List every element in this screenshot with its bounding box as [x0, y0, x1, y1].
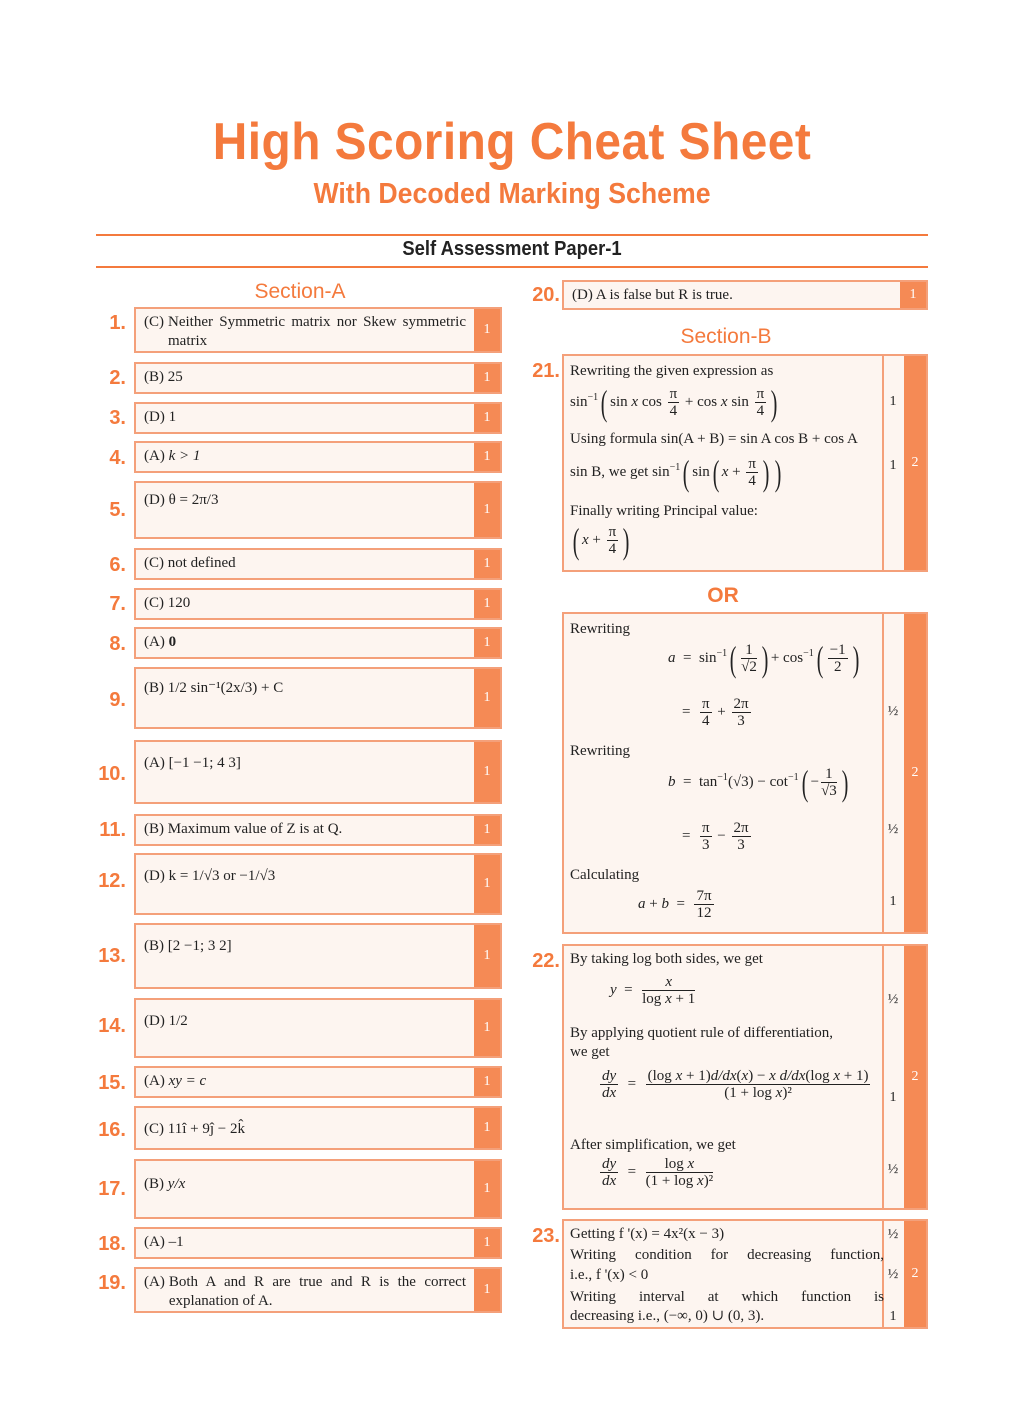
- step-text: After simplification, we get: [570, 1137, 736, 1153]
- step-text: By taking log both sides, we get: [570, 951, 763, 967]
- step-mark: 1: [889, 458, 897, 473]
- answer-text: 1: [168, 409, 177, 425]
- marks-total: 2: [904, 1221, 926, 1327]
- answer-box-9: [134, 667, 502, 729]
- answer-option: (B): [144, 821, 164, 837]
- marks-total: 2: [904, 614, 926, 932]
- question-number: 14.: [98, 1015, 126, 1037]
- answer-box-11: [134, 814, 502, 846]
- marks-badge: 1: [474, 550, 500, 578]
- answer-option: (C): [144, 314, 164, 330]
- solution-box-21: [562, 354, 928, 572]
- step-mark: ½: [887, 1227, 899, 1242]
- step-mark: ½: [887, 1162, 899, 1177]
- divider-top: [96, 234, 928, 236]
- answer-box-18: [134, 1227, 502, 1259]
- marks-badge: 1: [474, 309, 500, 351]
- answer-box-7: [134, 588, 502, 620]
- answer-text: Neither Symmetric matrix nor Skew symmetric matrix: [168, 314, 466, 349]
- step-text: Writing condition for decreasing function,: [570, 1247, 884, 1263]
- marks-badge: 1: [474, 483, 500, 537]
- question-number: 18.: [98, 1233, 126, 1255]
- answer-box-2: [134, 362, 502, 394]
- step-text: we get: [570, 1044, 610, 1060]
- question-number: 13.: [98, 945, 126, 967]
- answer-box-6: [134, 548, 502, 580]
- question-number: 4.: [109, 447, 126, 469]
- solution-box-23: [562, 1219, 928, 1329]
- page-subtitle: With Decoded Marking Scheme: [313, 178, 711, 210]
- question-number: 11.: [99, 819, 126, 841]
- step-mark: 1: [889, 394, 897, 409]
- answer-text: 25: [167, 369, 183, 385]
- step-text: By applying quotient rule of differentiation,: [570, 1025, 833, 1041]
- step-text: Using formula sin(A + B) = sin A cos B + cos A: [570, 431, 858, 447]
- marks-total: 2: [904, 946, 926, 1208]
- answer-text: –1: [168, 1234, 184, 1250]
- solution-box-21-or: [562, 612, 928, 934]
- answer-option: (A): [144, 1234, 165, 1250]
- answer-text: Both A and R are true and R is the correct explanation of A.: [168, 1274, 466, 1309]
- math-expression: = $\frac{\pi}{4}$ + $\frac{2\pi}{3}$: [682, 696, 749, 729]
- answer-option: (C): [144, 555, 164, 571]
- question-number: 21.: [532, 360, 560, 382]
- answer-box-13: [134, 923, 502, 989]
- step-text: Rewriting: [570, 743, 630, 759]
- answer-option: (B): [144, 680, 164, 696]
- question-number: 6.: [109, 554, 126, 576]
- answer-box-12: [134, 853, 502, 915]
- math-expression: ( x + $\frac{\pi}{4}$ ): [572, 520, 630, 561]
- marks-badge: 1: [474, 590, 500, 618]
- answer-box-10: [134, 740, 502, 804]
- marks-badge: 1: [474, 443, 500, 471]
- answer-option: (A): [144, 448, 165, 464]
- question-number: 10.: [98, 763, 126, 785]
- question-number: 9.: [109, 689, 126, 711]
- math-expression: $\frac{dy}{dx}$ = $\frac{\text{log x}}{\text{(1 + log x)²}}$: [602, 1156, 714, 1189]
- answer-text: not defined: [167, 555, 236, 571]
- question-number: 2.: [109, 367, 126, 389]
- question-number: 15.: [98, 1072, 126, 1094]
- answer-text: 120: [167, 595, 191, 611]
- marks-badge: 1: [474, 742, 500, 802]
- answer-text: xy = c: [168, 1073, 207, 1089]
- answer-box-8: [134, 627, 502, 659]
- math-expression: sin B, we get $\sin^{-1}$( sin( x + $\frac{\pi}{4}$ ) ): [570, 452, 782, 493]
- marks-badge: 1: [474, 925, 500, 987]
- step-text: Finally writing Principal value:: [570, 503, 758, 519]
- question-number: 3.: [109, 407, 126, 429]
- answer-box-19: [134, 1267, 502, 1313]
- answer-text: y/x: [167, 1176, 186, 1192]
- step-text: Getting f '(x) = 4x²(x − 3): [570, 1226, 725, 1242]
- question-number: 23.: [532, 1225, 560, 1247]
- answer-box-15: [134, 1066, 502, 1098]
- marks-badge: 1: [474, 629, 500, 657]
- answer-box-5: [134, 481, 502, 539]
- question-number: 17.: [98, 1178, 126, 1200]
- step-mark: ½: [887, 704, 899, 719]
- question-number: 12.: [98, 870, 126, 892]
- marks-badge: 1: [474, 1229, 500, 1257]
- marks-badge: 1: [474, 855, 500, 913]
- step-text: Rewriting: [570, 621, 630, 637]
- question-number: 20.: [532, 284, 560, 306]
- math-expression: y = $\frac{x}{\text{log x + 1}}$: [610, 974, 696, 1007]
- answer-option: (B): [144, 369, 164, 385]
- answer-option: (D): [144, 868, 165, 884]
- step-text: Rewriting the given expression as: [570, 363, 774, 379]
- question-number: 5.: [109, 499, 126, 521]
- step-mark: ½: [887, 992, 899, 1007]
- section-b-heading: Section-B: [680, 325, 772, 348]
- answer-box-17: [134, 1159, 502, 1219]
- answer-option: (C): [144, 595, 164, 611]
- math-expression: $b = \tan^{-1}(√3) - \cot^{-1}$( − $\frac{1}{√3}$ ): [668, 762, 849, 803]
- answer-text: 1/2: [168, 1013, 188, 1029]
- answer-option: (D): [144, 409, 165, 425]
- divider-bottom: [96, 266, 928, 268]
- marks-badge: 1: [474, 1161, 500, 1217]
- marks-badge: 1: [474, 364, 500, 392]
- step-mark: 1: [889, 894, 897, 909]
- question-number: 8.: [109, 633, 126, 655]
- answer-option: (D): [572, 287, 593, 303]
- answer-text: 11î + 9ĵ − 2k̂: [167, 1121, 245, 1137]
- marks-badge: 1: [474, 404, 500, 432]
- marks-badge: 1: [474, 1269, 500, 1311]
- answer-box-3: [134, 402, 502, 434]
- marks-badge: 1: [474, 669, 500, 727]
- answer-text: θ = 2π/3: [168, 492, 219, 508]
- answer-box-1: [134, 307, 502, 353]
- question-number: 1.: [109, 312, 126, 334]
- question-number: 7.: [109, 593, 126, 615]
- marks-badge: 1: [474, 816, 500, 844]
- answer-text: k > 1: [168, 448, 201, 464]
- answer-text: 1/2 sin⁻¹(2x/3) + C: [167, 680, 284, 696]
- page-title: High Scoring Cheat Sheet: [212, 113, 812, 171]
- step-mark: 1: [889, 1309, 897, 1324]
- answer-option: (D): [144, 492, 165, 508]
- solution-box-22: [562, 944, 928, 1210]
- section-a-heading: Section-A: [254, 280, 346, 303]
- answer-text: 0: [168, 634, 177, 650]
- marks-total: 2: [904, 356, 926, 570]
- question-number: 22.: [532, 950, 560, 972]
- step-text: Calculating: [570, 867, 640, 883]
- math-expression: a + b = $\frac{7\pi}{12}$: [638, 888, 712, 921]
- step-text: decreasing i.e., (−∞, 0) ∪ (0, 3).: [570, 1308, 765, 1324]
- marks-badge: 1: [900, 282, 926, 308]
- answer-text: Maximum value of Z is at Q.: [167, 821, 343, 837]
- answer-box-16: [134, 1106, 502, 1150]
- answer-text: A is false but R is true.: [595, 287, 733, 303]
- marks-badge: 1: [474, 1068, 500, 1096]
- answer-option: (B): [144, 1176, 164, 1192]
- answer-option: (A): [144, 1073, 165, 1089]
- answer-box-14: [134, 998, 502, 1058]
- marks-badge: 1: [474, 1108, 500, 1148]
- math-expression: $\sin^{-1}$( sin x cos $\frac{\pi}{4}$ + cos x sin $\frac{\pi}{4}$ ): [570, 382, 778, 423]
- answer-option: (B): [144, 938, 164, 954]
- answer-option: (A): [144, 634, 165, 650]
- math-expression: $a = \sin^{-1}$( $\frac{1}{√2}$ ) + $\cos^{-1}$( $\frac{-1}{2}$ ): [668, 638, 859, 679]
- answer-box-20: [562, 280, 928, 310]
- paper-title: Self Assessment Paper-1: [402, 238, 622, 260]
- answer-text: k = 1/√3 or −1/√3: [168, 868, 276, 884]
- answer-option: (D): [144, 1013, 165, 1029]
- answer-text: [2 −1; 3 2]: [167, 938, 232, 954]
- answer-option: (C): [144, 1121, 164, 1137]
- step-text: Writing interval at which function is: [570, 1289, 884, 1305]
- step-text: i.e., f '(x) < 0: [570, 1267, 649, 1283]
- math-expression: $\frac{dy}{dx}$ = $\frac{\text{(log x + 1)d/dx(x) − x d/dx(log x + 1)}}{\text{(1 + log x)²}}$: [602, 1068, 869, 1101]
- marks-badge: 1: [474, 1000, 500, 1056]
- answer-box-4: [134, 441, 502, 473]
- answer-text: [−1 −1; 4 3]: [168, 755, 241, 771]
- step-mark: ½: [887, 1267, 899, 1282]
- answer-option: (A): [144, 1274, 165, 1290]
- math-expression: = $\frac{\pi}{3}$ − $\frac{2\pi}{3}$: [682, 820, 749, 853]
- question-number: 19.: [98, 1272, 126, 1294]
- step-mark: ½: [887, 822, 899, 837]
- question-number: 16.: [98, 1119, 126, 1141]
- or-label: OR: [707, 584, 739, 607]
- answer-option: (A): [144, 755, 165, 771]
- step-mark: 1: [889, 1090, 897, 1105]
